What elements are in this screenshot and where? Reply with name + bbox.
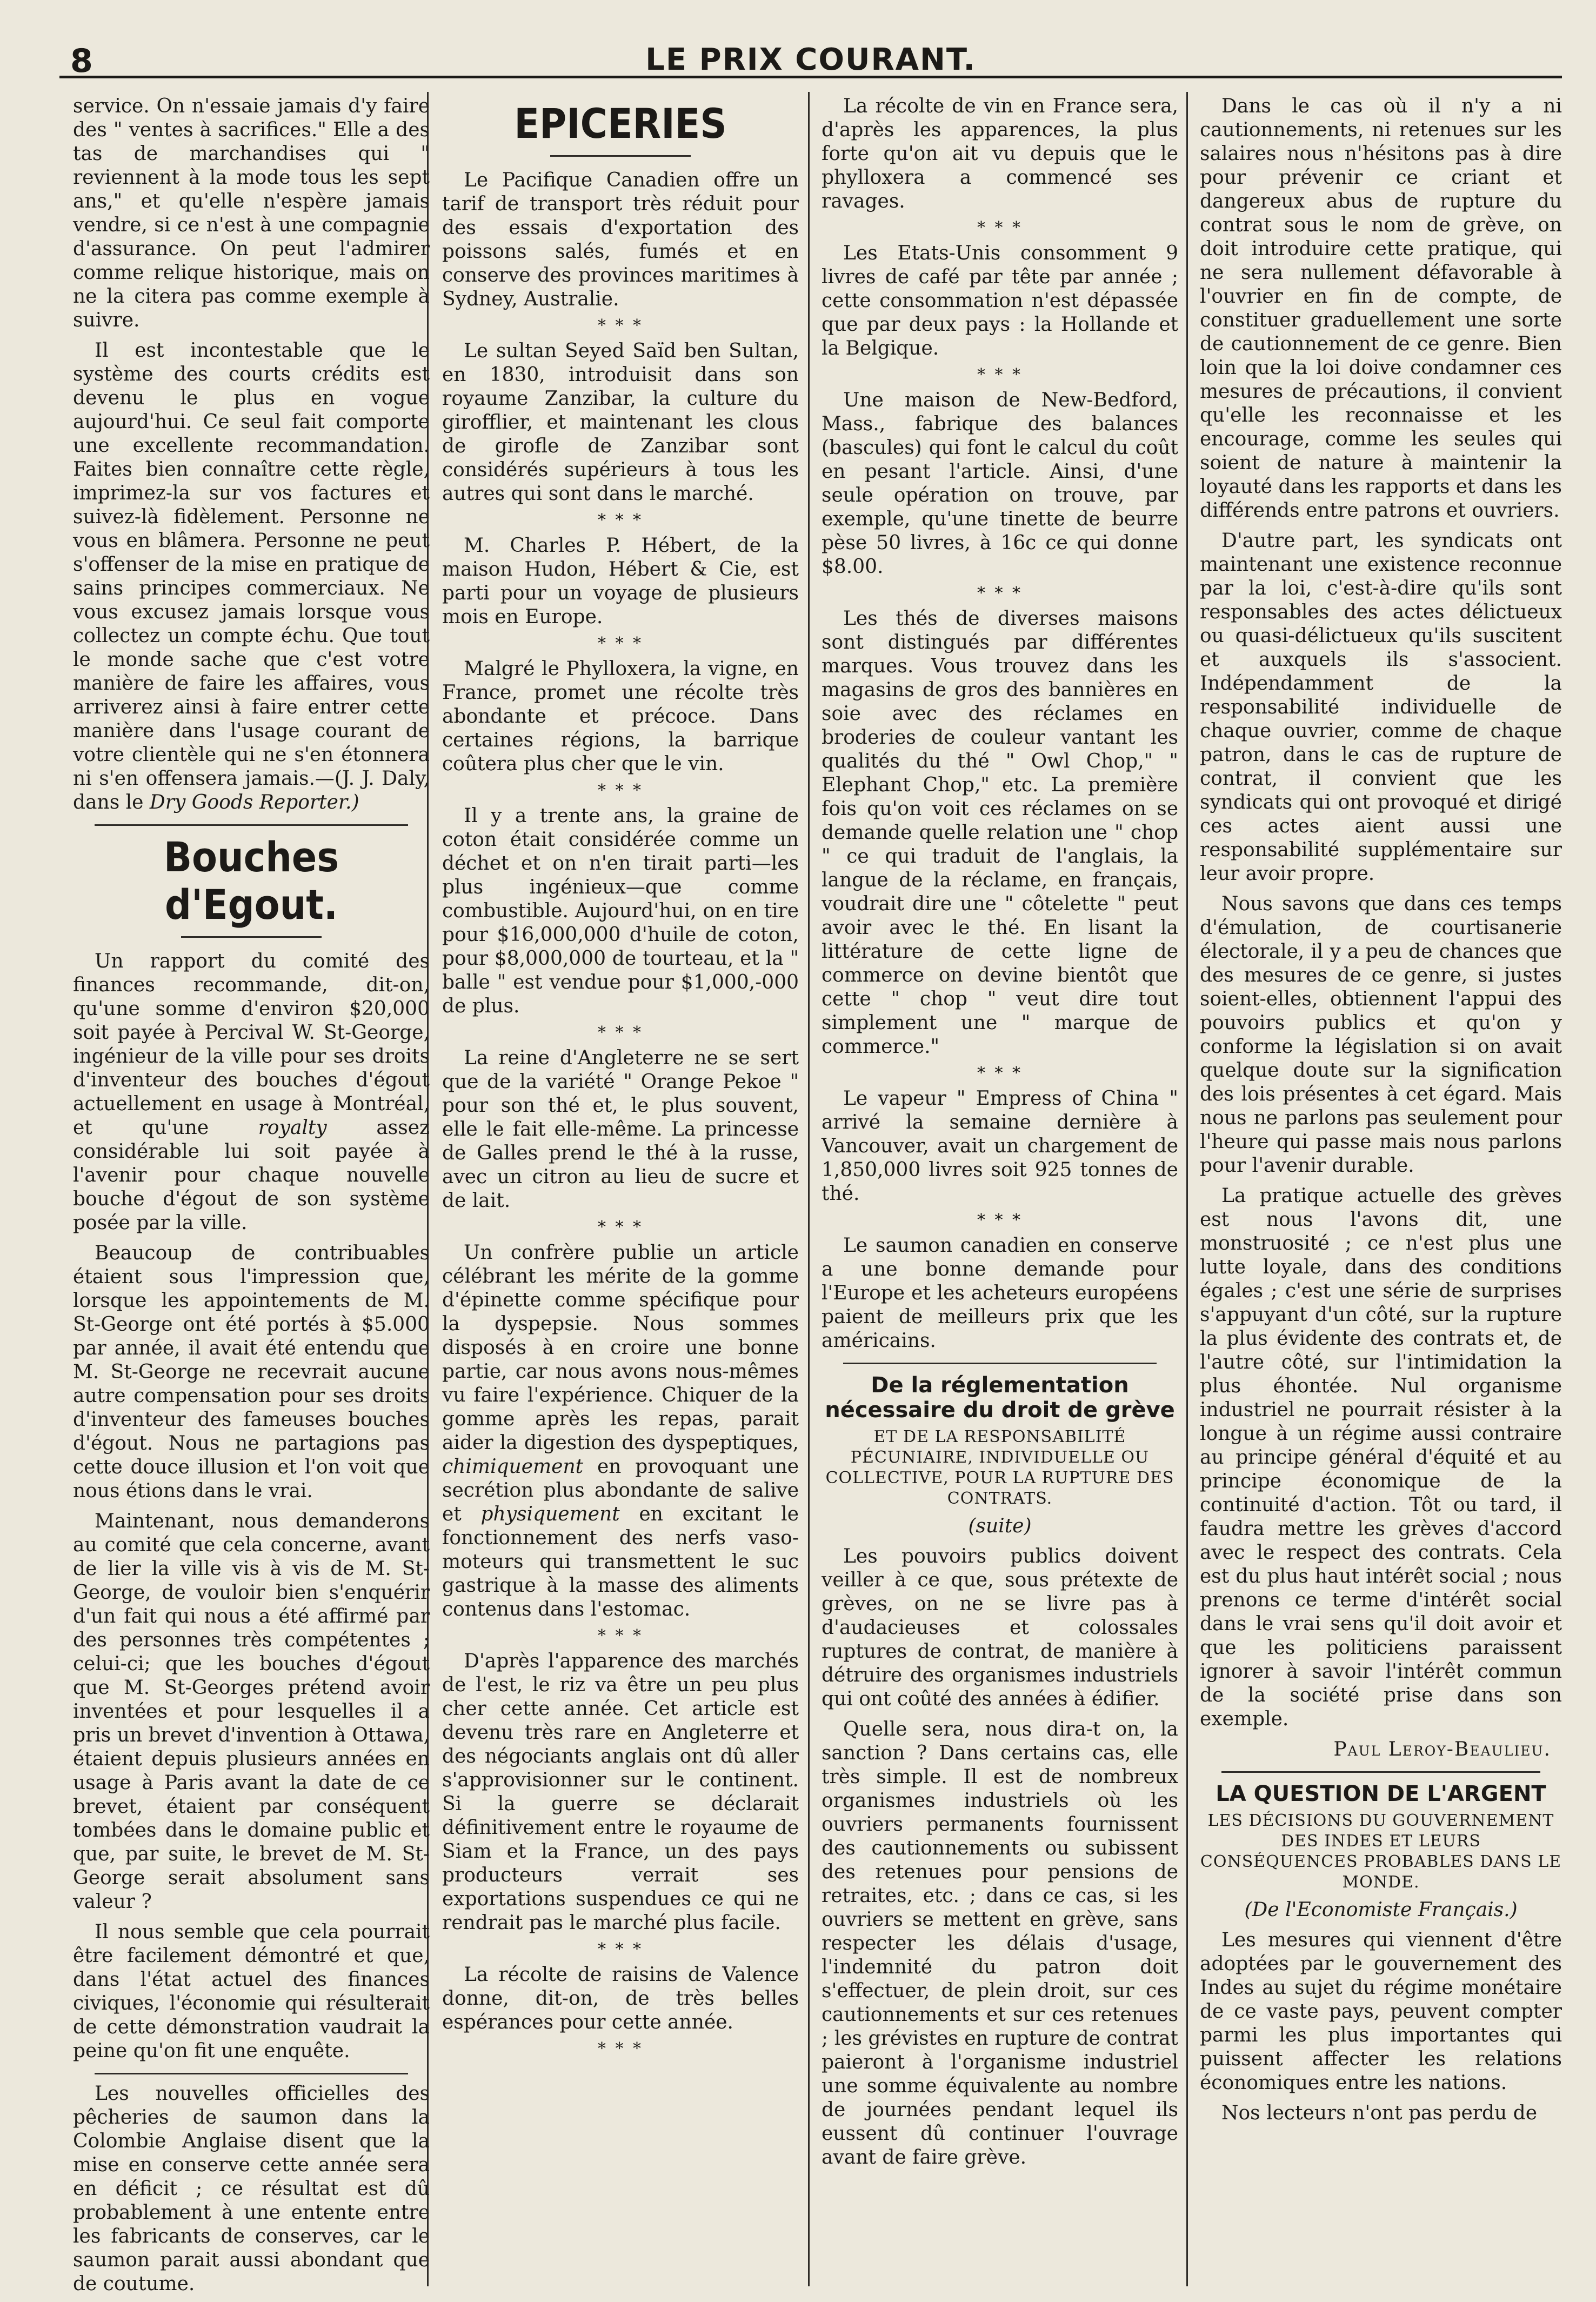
article-paragraph: [73, 339, 430, 815]
page-header: [59, 38, 1562, 78]
asterism: * * *: [597, 1940, 644, 1959]
column-4: [1200, 95, 1562, 2284]
article-paragraph: service. On n'essaie jamais d'y faire des " ventes à sacrifices." Elle a des tas de marchandises qui " reviennent à la mode tous les sept ans," et qu'elle n'espère jamais vendre, si ce n'est à une compagnie d'assurance. On peut l'admirer comme relique historique, mais on ne la citera pas comme exemple à suivre.: [73, 95, 430, 331]
news-item: Une maison de New-Bedford, Mass., fabrique des balances (bascules) qui font le calcul du coût en pesant l'article. Ainsi, d'une seule opération on trouve, par exemple, qu'une tinette de beurre pèse 50 livres, à 16c ce qui donne $8.00.: [822, 389, 1178, 578]
article-title: De la réglementation nécessaire du droit de grève: [825, 1373, 1175, 1423]
column-divider: [1186, 92, 1188, 2286]
asterism: * * *: [977, 218, 1023, 237]
news-item: [442, 1241, 799, 1622]
article-subtitle: LES DÉCISIONS DU GOUVERNEMENT DES INDES ET LEURS CONSÉQUENCES PROBABLES DANS LE MONDE.: [1200, 1811, 1562, 1892]
asterism: * * *: [597, 1626, 644, 1645]
article-source: (De l'Economiste Français.): [1244, 1899, 1518, 1921]
asterism: * * *: [597, 316, 644, 335]
news-item: Le saumon canadien en conserve a une bonne demande pour l'Europe et les acheteurs européens paient de meilleurs prix que les américains.: [822, 1235, 1178, 1352]
emphasis: chimiquement: [442, 1456, 584, 1478]
news-item: Le vapeur " Empress of China " arrivé la semaine dernière à Vancouver, avait un chargement de 1,850,000 livres soit 925 tonnes de thé.: [822, 1087, 1178, 1205]
article-paragraph: D'autre part, les syndicats ont maintenant une existence reconnue par la loi, c'est-à-dire qu'ils sont responsables des actes délictueux ou quasi-délictueux qu'ils suscitent et auxquels ils s'associent. Indépendamment de la responsabilité individuelle de chaque ouvrier, comme de chaque patron, dans le cas de rupture de contrat, il convient que les syndicats qui ont provoqué et dirigé ces actes aient aussi une responsabilité supplémentaire sur leur avoir propre.: [1200, 530, 1562, 885]
asterism: * * *: [597, 634, 644, 653]
section-divider: [1221, 1771, 1540, 1773]
section-divider: [843, 1363, 1157, 1364]
news-item: Les thés de diverses maisons sont distingués par différentes marques. Vous trouvez dans les magasins de gros des bannières en soie avec des réclames en broderies de couleur vantant les qualités du thé " Owl Chop," " Elephant Chop," etc. La première fois qu'on voit ces réclames on se demande quelle relation une " chop " ce qui traduit de l'anglais, la langue de la réclame, en français, voudrait dire une " côtelette " peut avoir avec le thé. En lisant la littérature de cette ligne de commerce on devine bientôt que cette " chop " veut dire tout simplement une " marque de commerce.": [822, 608, 1178, 1058]
article-paragraph: [73, 950, 430, 1235]
title-underline: [550, 155, 691, 157]
paragraph-text: en provoquant une secrétion plus abondante de salive et: [442, 1456, 799, 1525]
asterism: * * *: [597, 2039, 644, 2058]
citation: Dry Goods Reporter.): [149, 791, 359, 813]
news-item: Les Etats-Unis consomment 9 livres de café par tête par année ; cette consommation n'est dépassée que par deux pays : la Hollande et la Belgique.: [822, 242, 1178, 359]
emphasis: royalty: [258, 1117, 327, 1139]
article-title: Bouches d'Egout.: [163, 833, 339, 929]
column-3: [822, 95, 1178, 2284]
section-title: EPICERIES: [514, 99, 727, 148]
article-paragraph: Les pouvoirs publics doivent veiller à ce que, sous prétexte de grèves, on ne se livre pas à d'audacieuses et colossales ruptures de contrat, de manière à détruire des organismes industriels qui ont coûté des années à édifier.: [822, 1545, 1178, 1710]
continuation-note: (suite): [968, 1515, 1032, 1537]
masthead-title: LE PRIX COURANT.: [645, 42, 976, 77]
news-item: Il y a trente ans, la graine de coton était considérée comme un déchet et on n'en tirait parti—les plus ingénieux—que comme combustible. Aujourd'hui, on en tire pour $16,000,000 d'huile de coton, pour $8,000,000 de tourteau, et la " balle " est vendue pour $1,000,-000 de plus.: [442, 805, 799, 1017]
page-number: 8: [70, 42, 93, 80]
paragraph-text: Un confrère publie un article célébrant les mérite de la gomme d'épinette comme spécifique pour la dyspepsie. Nous sommes disposés à en croire une bonne partie, car nous avons nous-mêmes vu faire l'expérience. Chiquer de la gomme après les repas, parait aider la digestion des dyspeptiques,: [442, 1242, 799, 1454]
article-paragraph: Il nous semble que cela pourrait être facilement démontré et que, dans l'état actuel des finances civiques, l'économie qui résulterait de cette démonstration vaudrait la peine qu'on fit une enquête.: [73, 1921, 430, 2062]
section-divider: [95, 824, 408, 826]
asterism: * * *: [597, 1218, 644, 1237]
article-paragraph: La pratique actuelle des grèves est nous l'avons dit, une monstruosité ; ce n'est plus une lutte loyale, dans des conditions égales ; c'est une série de surprises s'appuyant d'un côté, sur la rupture la plus évidente des contrats et, de l'autre côté, sur l'intimidation la plus éhontée. Nul organisme industriel ne pourrait résister à la longue à un régime aussi contraire au principe général d'équité et au principe économique de la continuité d'action. Tôt ou tard, il faudra mettre les grèves d'accord avec le respect des contrats. Cela est du plus haut intérêt social ; nous prenons ce terme d'intérêt social dans le vrai sens qu'il doit avoir et que les politiciens paraissent ignorer à savoir l'intérêt commun de la société prise dans son exemple.: [1200, 1185, 1562, 1730]
asterism: * * *: [977, 584, 1023, 603]
article-paragraph: Les mesures qui viennent d'être adoptées par le gouvernement des Indes au sujet du régime monétaire de ce vaste pays, peuvent compter parmi les plus importantes qui puissent affecter les relations économiques entre les nations.: [1200, 1929, 1562, 2094]
section-divider: [95, 2073, 408, 2074]
title-underline: [181, 936, 322, 938]
paragraph-text: Il est incontestable que le système des courts crédits est devenu le plus en vogue aujourd'hui. Ce seul fait comporte une excellente recommandation. Faites bien connaître cette règle, imprimez-la sur vos factures et suivez-là fidèlement. Personne ne vous en blâmera. Personne ne peut s'offenser de la mise en pratique de sains principes commerciaux. Ne vous excusez jamais lorsque vous collectez un compte échu. Que tout le monde sache que c'est votre manière de faire les affaires, vous arriverez ainsi à faire entrer cette manière dans l'usage courant de votre clientèle qui ne s'en étonnera ni s'en offensera jamais.—(J. J. Daly, dans le: [73, 339, 430, 813]
news-item: Malgré le Phylloxera, la vigne, en France, promet une récolte très abondante et précoce. Dans certaines régions, la barrique coûtera plus cher que le vin.: [442, 658, 799, 775]
column-divider: [808, 92, 810, 2286]
paragraph-text: Un rapport du comité des finances recommande, dit-on, qu'une somme d'environ $20,000 soit payée à Percival W. St-George, ingénieur de la ville pour ses droits d'inventeur des bouches d'égout actuellement en usage à Montréal, et qu'une: [73, 950, 430, 1139]
article-paragraph: Quelle sera, nous dira-t on, la sanction ? Dans certains cas, elle très simple. Il est de nombreux organismes industriels où les ouvriers permanents fournissent des cautionnements ou subissent des retenues pour pensions de retraites, etc. ; dans ce cas, si les ouvriers se mettent en grève, sans respecter les délais d'usage, l'indemnité du patron doit s'effectuer, de plein droit, sur ces cautionnements et sur ces retenues ; les grévistes en rupture de contrat paieront à l'organisme industriel une somme équivalente au nombre de journées pendant lequel ils eussent dû continuer l'ouvrage avant de faire grève.: [822, 1718, 1178, 2168]
paragraph-text: en excitant le fonctionnement des nerfs vaso-moteurs qui transmettent le suc gastrique à la masse des aliments contenus dans l'estomac.: [442, 1503, 799, 1620]
asterism: * * *: [597, 511, 644, 530]
asterism: * * *: [597, 1023, 644, 1042]
asterism: * * *: [977, 1211, 1023, 1230]
article-title: LA QUESTION DE L'ARGENT: [1216, 1781, 1546, 1806]
article-paragraph: Beaucoup de contribuables étaient sous l'impression que, lorsque les appointements de M. St-George ont été portés à $5.000 par année, il avait été entendu que M. St-George ne recevrait aucune autre compensation pour ses droits d'inventeur des fameuses bouches d'égout. Nous ne partagions pas cette douce illusion et l'on voit que nous étions dans le vrai.: [73, 1242, 430, 1502]
news-item: La récolte de vin en France sera, d'après les apparences, la plus forte qu'on ait vu depuis que le phylloxera a commencé ses ravages.: [822, 95, 1178, 212]
article-paragraph: Les nouvelles officielles des pêcheries de saumon dans la Colombie Anglaise disent que la mise en conserve cette année sera en déficit ; ce résultat est dû probablement à une entente entre les fabricants de conserves, car le saumon parait aussi abondant que de coutume.: [73, 2083, 430, 2295]
news-item: La récolte de raisins de Valence donne, dit-on, de très belles espérances pour cette année.: [442, 1964, 799, 2033]
asterism: * * *: [977, 1064, 1023, 1083]
article-paragraph: Dans le cas où il n'y a ni cautionnements, ni retenues sur les salaires nous n'hésitons pas à dire pour prévenir ce criant et dangereux abus de rupture du contrat sous le nom de grève, on doit introduire cette pratique, qui ne sera nullement défavorable à l'ouvrier en fin de compte, de constituer graduellement une sorte de cautionnement de ce genre. Bien loin que la loi doive condamner ces mesures de précautions, il convient qu'elle les reconnaisse et les encourage, comme les seules qui soient de nature à maintenir la loyauté dans les rapports et dans les différends entre patrons et ouvriers.: [1200, 95, 1562, 522]
emphasis: physiquement: [480, 1503, 620, 1525]
article-paragraph: Maintenant, nous demanderons au comité que cela concerne, avant de lier la ville vis à vis de M. St-George, de vouloir bien s'enquérir d'un fait qui nous a été affirmé par des personnes très compétentes ; celui-ci; que les bouches d'égout que M. St-Georges prétend avoir inventées et pour lesquelles il a pris un brevet d'invention à Ottawa, étaient depuis plusieurs années en usage à Paris avant la date de ce brevet, étaient par conséquent tombées dans le domaine public et que, par suite, le brevet de M. St-George serait absolument sans valeur ?: [73, 1510, 430, 1913]
news-item: Le Pacifique Canadien offre un tarif de transport très réduit pour des essais d'exportation des poissons salés, fumés et en conserve des provinces maritimes à Sydney, Australie.: [442, 169, 799, 310]
author-signature: Paul Leroy-Beaulieu.: [1333, 1738, 1551, 1760]
article-subtitle: ET DE LA RESPONSABILITÉ PÉCUNIAIRE, INDIVIDUELLE OU COLLECTIVE, POUR LA RUPTURE DES CONTRATS.: [825, 1427, 1174, 1508]
news-item: Le sultan Seyed Saïd ben Sultan, en 1830, introduisit dans son royaume Zanzibar, la culture du girofflier, et maintenant les clous de girofle de Zanzibar sont considérés supérieurs à tous les autres qui sont dans le marché.: [442, 340, 799, 505]
column-2: [442, 95, 799, 2284]
article-paragraph: Nous savons que dans ces temps d'émulation, de courtisanerie électorale, il y a peu de chances que des mesures de ce genre, si justes soient-elles, obtiennent l'appui des pouvoirs publics et qu'on y conforme la législation si on avait quelque doute sur la signification des lois présentes à cet égard. Mais nous ne parlons pas seulement pour l'heure qui passe mais nous parlons pour l'avenir durable.: [1200, 893, 1562, 1177]
asterism: * * *: [597, 781, 644, 800]
asterism: * * *: [977, 365, 1023, 384]
paragraph-text: assez considérable lui soit payée à l'avenir pour chaque nouvelle bouche d'égout de son système posée par la ville.: [73, 1117, 430, 1234]
column-1: [73, 95, 430, 2295]
news-item: M. Charles P. Hébert, de la maison Hudon, Hébert & Cie, est parti pour un voyage de plusieurs mois en Europe.: [442, 535, 799, 628]
news-item: D'après l'apparence des marchés de l'est, le riz va être un peu plus cher cette année. Cet article est devenu très rare en Angleterre et des négociants anglais ont dû aller s'approvisionner sur le continent. Si la guerre se déclarait définitivement entre le royaume de Siam et la France, un des pays producteurs verrait ses exportations suspendues ce qui ne rendrait pas le marché plus facile.: [442, 1650, 799, 1934]
news-item: La reine d'Angleterre ne se sert que de la variété " Orange Pekoe " pour son thé et, le plus souvent, elle le fait elle-même. La princesse de Galles prend le thé à la russe, avec un citron au lieu de sucre et de lait.: [442, 1047, 799, 1212]
article-paragraph: Nos lecteurs n'ont pas perdu de: [1221, 2102, 1538, 2124]
